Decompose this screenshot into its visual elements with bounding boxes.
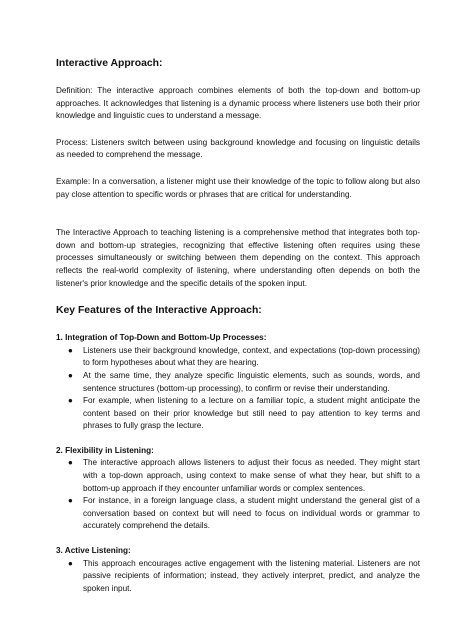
bullet-text: The interactive approach allows listeners to adjust their focus as needed. They might start with a top-down approach, using context to make sense of what they hear, but shift to a bottom-up approach if they encounter unfamiliar words or complex sentences.	[83, 458, 420, 493]
bullet-icon: ●	[68, 396, 73, 406]
feature-title: 1. Integration of Top-Down and Bottom-Up Processes:	[56, 333, 267, 343]
bullet-icon: ●	[68, 496, 73, 506]
bullet-text: Listeners use their background knowledge, context, and expectations (top-down processing) to form hypotheses about what they are hearing.	[83, 345, 420, 368]
bullet-list	[56, 345, 420, 433]
example-paragraph: Example: In a conversation, a listener might use their knowledge of the topic to follow along but also pay close attention to specific words or phrases that are critical for understanding.	[56, 176, 420, 199]
document-content	[56, 57, 420, 607]
bullet-list	[56, 457, 420, 533]
bullet-item	[56, 345, 420, 370]
process-paragraph: Process: Listeners switch between using background knowledge and focusing on linguistic details as needed to comprehend the message.	[56, 137, 420, 160]
page-title: Interactive Approach:	[56, 58, 163, 69]
bullet-icon: ●	[68, 370, 73, 380]
bullet-icon: ●	[68, 458, 73, 468]
summary-paragraph: The Interactive Approach to teaching listening is a comprehensive method that integrates both top-down and bottom-up strategies, recognizing that effective listening often requires using these processes simultaneously or switching between them depending on the context. This approach reflects the real-world complexity of listening, where understanding often depends on both the listener's prior knowledge and the specific details of the spoken input.	[56, 228, 420, 288]
bullet-text: At the same time, they analyze specific linguistic elements, such as sounds, words, and sentence structures (bottom-up processing), to confirm or revise their understanding.	[83, 370, 420, 393]
feature-section	[56, 545, 420, 595]
bullet-item	[56, 370, 420, 395]
features-heading: Key Features of the Interactive Approach:	[56, 305, 262, 317]
definition-paragraph: Definition: The interactive approach combines elements of both the top-down and bottom-up approaches. It acknowledges that listening is a dynamic process where listeners use both their prior knowledge and linguistic cues to understand a message.	[56, 86, 420, 121]
bullet-list	[56, 558, 420, 596]
bullet-text: For instance, in a foreign language class, a student might understand the general gist of a conversation based on context but will need to focus on individual words or grammar to accurately comprehend the details.	[83, 496, 420, 531]
bullet-icon: ●	[68, 558, 73, 568]
bullet-item	[56, 457, 420, 495]
bullet-item	[56, 495, 420, 533]
feature-section	[56, 445, 420, 533]
bullet-icon: ●	[68, 345, 73, 355]
bullet-item	[56, 395, 420, 433]
bullet-text: This approach encourages active engagement with the listening material. Listeners are not passive recipients of information; instead, they actively interpret, predict, and analyze the spoken input.	[83, 558, 420, 593]
bullet-text: For example, when listening to a lecture on a familiar topic, a student might anticipate the content based on their prior knowledge but still need to pay attention to key terms and phrases to fully grasp the lecture.	[83, 396, 420, 431]
feature-section	[56, 332, 420, 433]
bullet-item	[56, 558, 420, 596]
feature-title: 2. Flexibility in Listening:	[56, 445, 154, 455]
feature-title: 3. Active Listening:	[56, 546, 131, 556]
